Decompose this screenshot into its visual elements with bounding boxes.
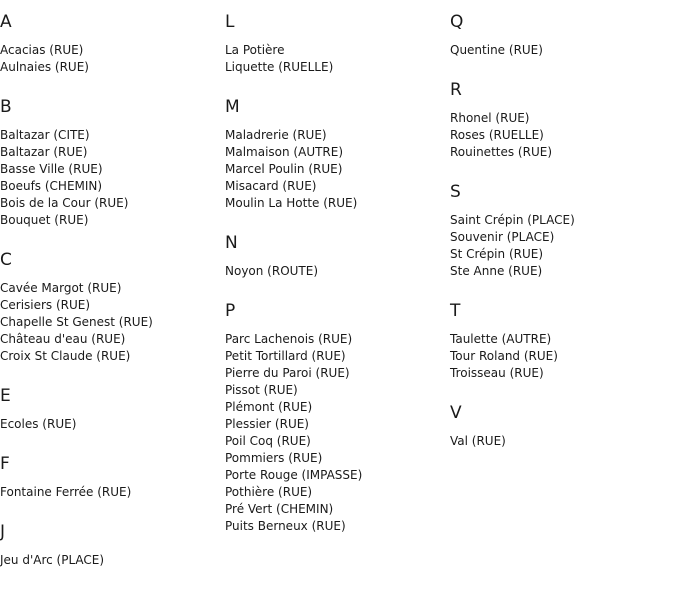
street-name: Plessier (RUE): [225, 417, 309, 431]
letter-heading: V: [450, 403, 462, 423]
letter-group: [0, 522, 220, 569]
street-name: Troisseau (RUE): [450, 366, 544, 380]
street-list: [450, 110, 670, 161]
street-list: [0, 552, 220, 569]
street-name: Jeu d'Arc (PLACE): [0, 553, 105, 567]
street-name: Maladrerie (RUE): [225, 128, 327, 142]
street-name: Saint Crépin (PLACE): [450, 213, 575, 227]
street-name: Basse Ville (RUE): [0, 162, 103, 176]
street-name: Puits Berneux (RUE): [225, 519, 346, 533]
street-name: Val (RUE): [450, 434, 506, 448]
letter-group: [0, 250, 220, 365]
letter-group: [0, 454, 220, 501]
letter-heading: R: [450, 80, 462, 100]
letter-heading: P: [225, 301, 236, 321]
letter-heading: L: [225, 12, 235, 32]
street-name: Parc Lachenois (RUE): [225, 332, 353, 346]
street-name: Malmaison (AUTRE): [225, 145, 344, 159]
letter-group: [0, 386, 220, 433]
street-name: St Crépin (RUE): [450, 247, 544, 261]
street-name: Ecoles (RUE): [0, 417, 77, 431]
street-name: Aulnaies (RUE): [0, 60, 89, 74]
street-list: [0, 484, 220, 501]
street-list: [225, 127, 445, 212]
street-name: Château d'eau (RUE): [0, 332, 126, 346]
street-name: Acacias (RUE): [0, 43, 84, 57]
street-name: Tour Roland (RUE): [450, 349, 558, 363]
letter-group: [450, 12, 670, 59]
letter-group: [225, 233, 445, 280]
street-name: Boeufs (CHEMIN): [0, 179, 103, 193]
street-list: [450, 42, 670, 59]
street-list: [0, 127, 220, 229]
street-name: Noyon (ROUTE): [225, 264, 319, 278]
street-list: [450, 331, 670, 382]
street-name: Pothière (RUE): [225, 485, 313, 499]
street-name: Fontaine Ferrée (RUE): [0, 485, 132, 499]
street-name: Croix St Claude (RUE): [0, 349, 131, 363]
letter-heading: N: [225, 233, 238, 253]
street-name: Cerisiers (RUE): [0, 298, 91, 312]
street-name: Misacard (RUE): [225, 179, 317, 193]
letter-group: [225, 301, 445, 535]
street-name: Porte Rouge (IMPASSE): [225, 468, 363, 482]
letter-heading: F: [0, 454, 10, 474]
street-name: Rouinettes (RUE): [450, 145, 552, 159]
street-index-column-1: [0, 0, 220, 590]
street-name: Moulin La Hotte (RUE): [225, 196, 358, 210]
street-name: Petit Tortillard (RUE): [225, 349, 346, 363]
street-list: [225, 42, 445, 76]
street-list: [450, 433, 670, 450]
letter-heading: J: [0, 522, 6, 542]
street-name: Baltazar (CITE): [0, 128, 90, 142]
street-list: [225, 263, 445, 280]
letter-heading: C: [0, 250, 12, 270]
letter-group: [0, 97, 220, 229]
street-name: Bouquet (RUE): [0, 213, 89, 227]
letter-group: [225, 12, 445, 76]
letter-group: [450, 80, 670, 161]
street-name: Liquette (RUELLE): [225, 60, 334, 74]
street-list: [450, 212, 670, 280]
street-name: Marcel Poulin (RUE): [225, 162, 343, 176]
street-name: Souvenir (PLACE): [450, 230, 555, 244]
street-list: [225, 331, 445, 535]
letter-heading: B: [0, 97, 12, 117]
letter-group: [450, 301, 670, 382]
letter-heading: E: [0, 386, 11, 406]
street-list: [0, 42, 220, 76]
street-name: Chapelle St Genest (RUE): [0, 315, 153, 329]
letter-group: [225, 97, 445, 212]
street-name: Poil Coq (RUE): [225, 434, 311, 448]
street-name: Plémont (RUE): [225, 400, 313, 414]
street-name: La Potière: [225, 43, 285, 57]
street-name: Cavée Margot (RUE): [0, 281, 122, 295]
letter-heading: S: [450, 182, 461, 202]
letter-group: [450, 182, 670, 280]
street-name: Taulette (AUTRE): [450, 332, 552, 346]
street-name: Ste Anne (RUE): [450, 264, 543, 278]
street-name: Rhonel (RUE): [450, 111, 530, 125]
street-index-column-2: [225, 0, 445, 556]
street-list: [0, 280, 220, 365]
street-name: Baltazar (RUE): [0, 145, 88, 159]
letter-heading: Q: [450, 12, 464, 32]
street-name: Pierre du Paroi (RUE): [225, 366, 350, 380]
street-name: Pré Vert (CHEMIN): [225, 502, 334, 516]
letter-heading: T: [450, 301, 461, 321]
street-name: Pissot (RUE): [225, 383, 298, 397]
street-name: Bois de la Cour (RUE): [0, 196, 129, 210]
street-name: Pommiers (RUE): [225, 451, 323, 465]
letter-group: [450, 403, 670, 450]
street-list: [0, 416, 220, 433]
street-name: Roses (RUELLE): [450, 128, 544, 142]
letter-heading: M: [225, 97, 240, 117]
letter-heading: A: [0, 12, 12, 32]
street-index-column-3: [450, 0, 670, 471]
letter-group: [0, 12, 220, 76]
street-name: Quentine (RUE): [450, 43, 543, 57]
